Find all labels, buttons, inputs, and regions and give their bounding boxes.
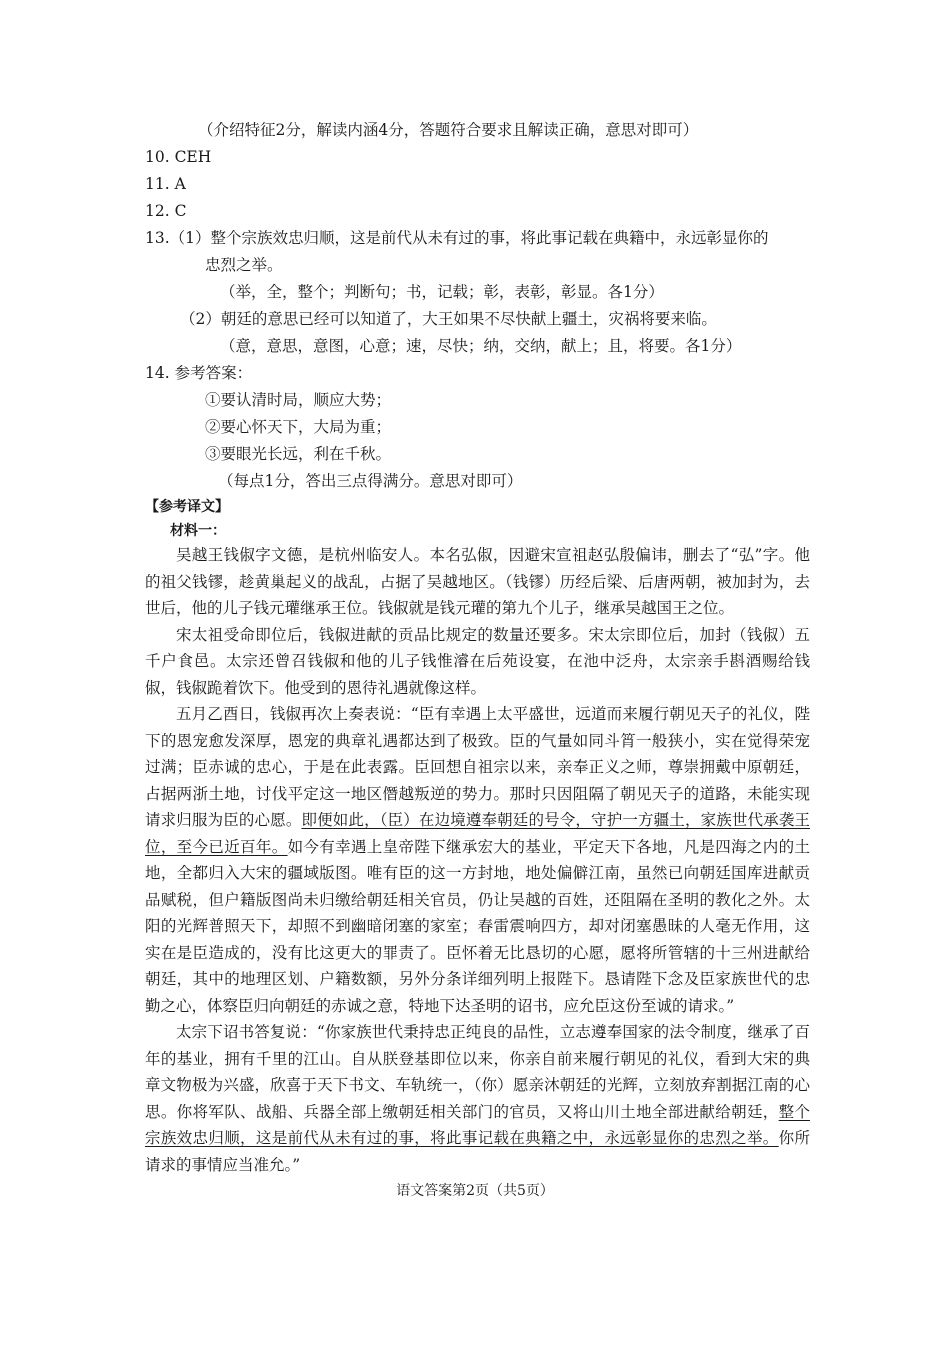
paragraph-4-text-c: 你所请求的事情应当准允。” xyxy=(145,1129,810,1174)
translation-body xyxy=(145,542,810,1178)
scoring-note-q13-1: （举，全，整个；判断句；书，记载；彰，表彰，彰显。各1分） xyxy=(220,283,664,301)
answer-q14-title: 14. 参考答案： xyxy=(145,364,253,382)
underlined-key-sentence-1: 即便如此，（臣）在边境遵奉朝廷的号令，守护一方疆土，家族世代承袭王位，至今已近百年。 xyxy=(145,811,810,856)
answer-q14-point-1: ①要认清时局，顺应大势； xyxy=(205,391,392,409)
paragraph-3-text-a: 五月乙酉日，钱俶再次上奏表说：“臣有幸遇上太平盛世，远道而来履行朝见天子的礼仪，陛下的恩宠愈发深厚，恩宠的典章礼遇都达到了极致。臣的气量如同斗筲一般狭小，实在觉得荣宠过满；臣赤诚的忠心，于是在此表露。臣回想自祖宗以来，亲奉正义之师，尊崇拥戴中原朝廷，占据两浙土地，讨伐平定这一地区僭越叛逆的势力。那时只因阻隔了朝见天子的道路，未能实现请求归服为臣的心愿。 xyxy=(145,705,810,829)
underlined-key-sentence-2: 整个宗族效忠归顺，这是前代从未有过的事，将此事记载在典籍之中，永远彰显你的忠烈之举。 xyxy=(145,1102,810,1147)
translation-paragraph-4 xyxy=(145,1019,810,1178)
translation-paragraph-1: 吴越王钱俶字文德，是杭州临安人。本名弘俶，因避宋宣祖赵弘殷偏讳，删去了“弘”字。他的祖父钱镠，趁黄巢起义的战乱，占据了吴越地区。（钱镠）历经后梁、后唐两朝，被加封为，去世后，他的儿子钱元瓘继承王位。钱俶就是钱元瓘的第九个儿子，继承吴越国王之位。 xyxy=(145,546,810,617)
answer-q12: 12. C xyxy=(145,202,187,220)
scoring-note-q9: （介绍特征2分，解读内涵4分，答题符合要求且解读正确，意思对即可） xyxy=(198,121,699,139)
answer-q13-part1-cont: 忠烈之举。 xyxy=(205,256,283,274)
paragraph-4-text-a: 太宗下诏书答复说：“你家族世代秉持忠正纯良的品性，立志遵奉国家的法令制度，继承了百年的基业，拥有千里的江山。自从朕登基即位以来，你亲自前来履行朝见的礼仪，看到大宋的典章文物极为兴盛，欣喜于天下书文、车轨统一，（你）愿亲沐朝廷的光辉，立刻放弃割据江南的心思。你将军队、战船、兵器全部上缴朝廷相关部门的官员，又将山川土地全部进献给朝廷， xyxy=(145,1023,810,1121)
answer-q13-part1: 13.（1）整个宗族效忠归顺，这是前代从未有过的事，将此事记载在典籍中，永远彰显你的 xyxy=(145,229,769,247)
page-footer: 语文答案第2页（共5页） xyxy=(396,1183,554,1199)
answer-q14-point-3: ③要眼光长远，利在千秋。 xyxy=(205,445,392,463)
translation-paragraph-3 xyxy=(145,701,810,1019)
answer-q10: 10. CEH xyxy=(145,148,212,166)
answer-q11: 11. A xyxy=(145,175,186,193)
translation-section-title: 【参考译文】 xyxy=(145,499,229,515)
material-one-title: 材料一： xyxy=(170,523,226,539)
scoring-note-q13-2: （意，意思，意图，心意；速，尽快；纳，交纳，献上；且，将要。各1分） xyxy=(220,337,742,355)
scoring-note-q14: （每点1分，答出三点得满分。意思对即可） xyxy=(218,472,523,490)
translation-paragraph-2: 宋太祖受命即位后，钱俶进献的贡品比规定的数量还要多。宋太宗即位后，加封（钱俶）五千户食邑。太宗还曾召钱俶和他的儿子钱惟濬在后苑设宴，在池中泛舟，太宗亲手斟酒赐给钱俶，钱俶跪着饮下。他受到的恩待礼遇就像这样。 xyxy=(145,625,810,697)
answer-q13-part2: （2）朝廷的意思已经可以知道了，大王如果不尽快献上疆土，灾祸将要来临。 xyxy=(180,310,717,328)
answer-q14-point-2: ②要心怀天下，大局为重； xyxy=(205,418,392,436)
paragraph-3-text-c: 如今有幸遇上皇帝陛下继承宏大的基业，平定天下各地，凡是四海之内的土地，全都归入大宋的疆域版图。唯有臣的这一方封地，地处偏僻江南，虽然已向朝廷国库进献贡品赋税，但户籍版图尚未归缴给朝廷相关官员，仍让吴越的百姓，还阻隔在圣明的教化之外。太阳的光辉普照天下，却照不到幽暗闭塞的家室；春雷震响四方，却对闭塞愚昧的人毫无作用，这实在是臣造成的，没有比这更大的罪责了。臣怀着无比恳切的心愿，愿将所管辖的十三州进献给朝廷，其中的地理区划、户籍数额，另外分条详细列明上报陛下。恳请陛下念及臣家族世代的忠勤之心，体察臣归向朝廷的赤诚之意，特地下达圣明的诏书，应允臣这份至诚的请求。” xyxy=(145,837,810,1015)
